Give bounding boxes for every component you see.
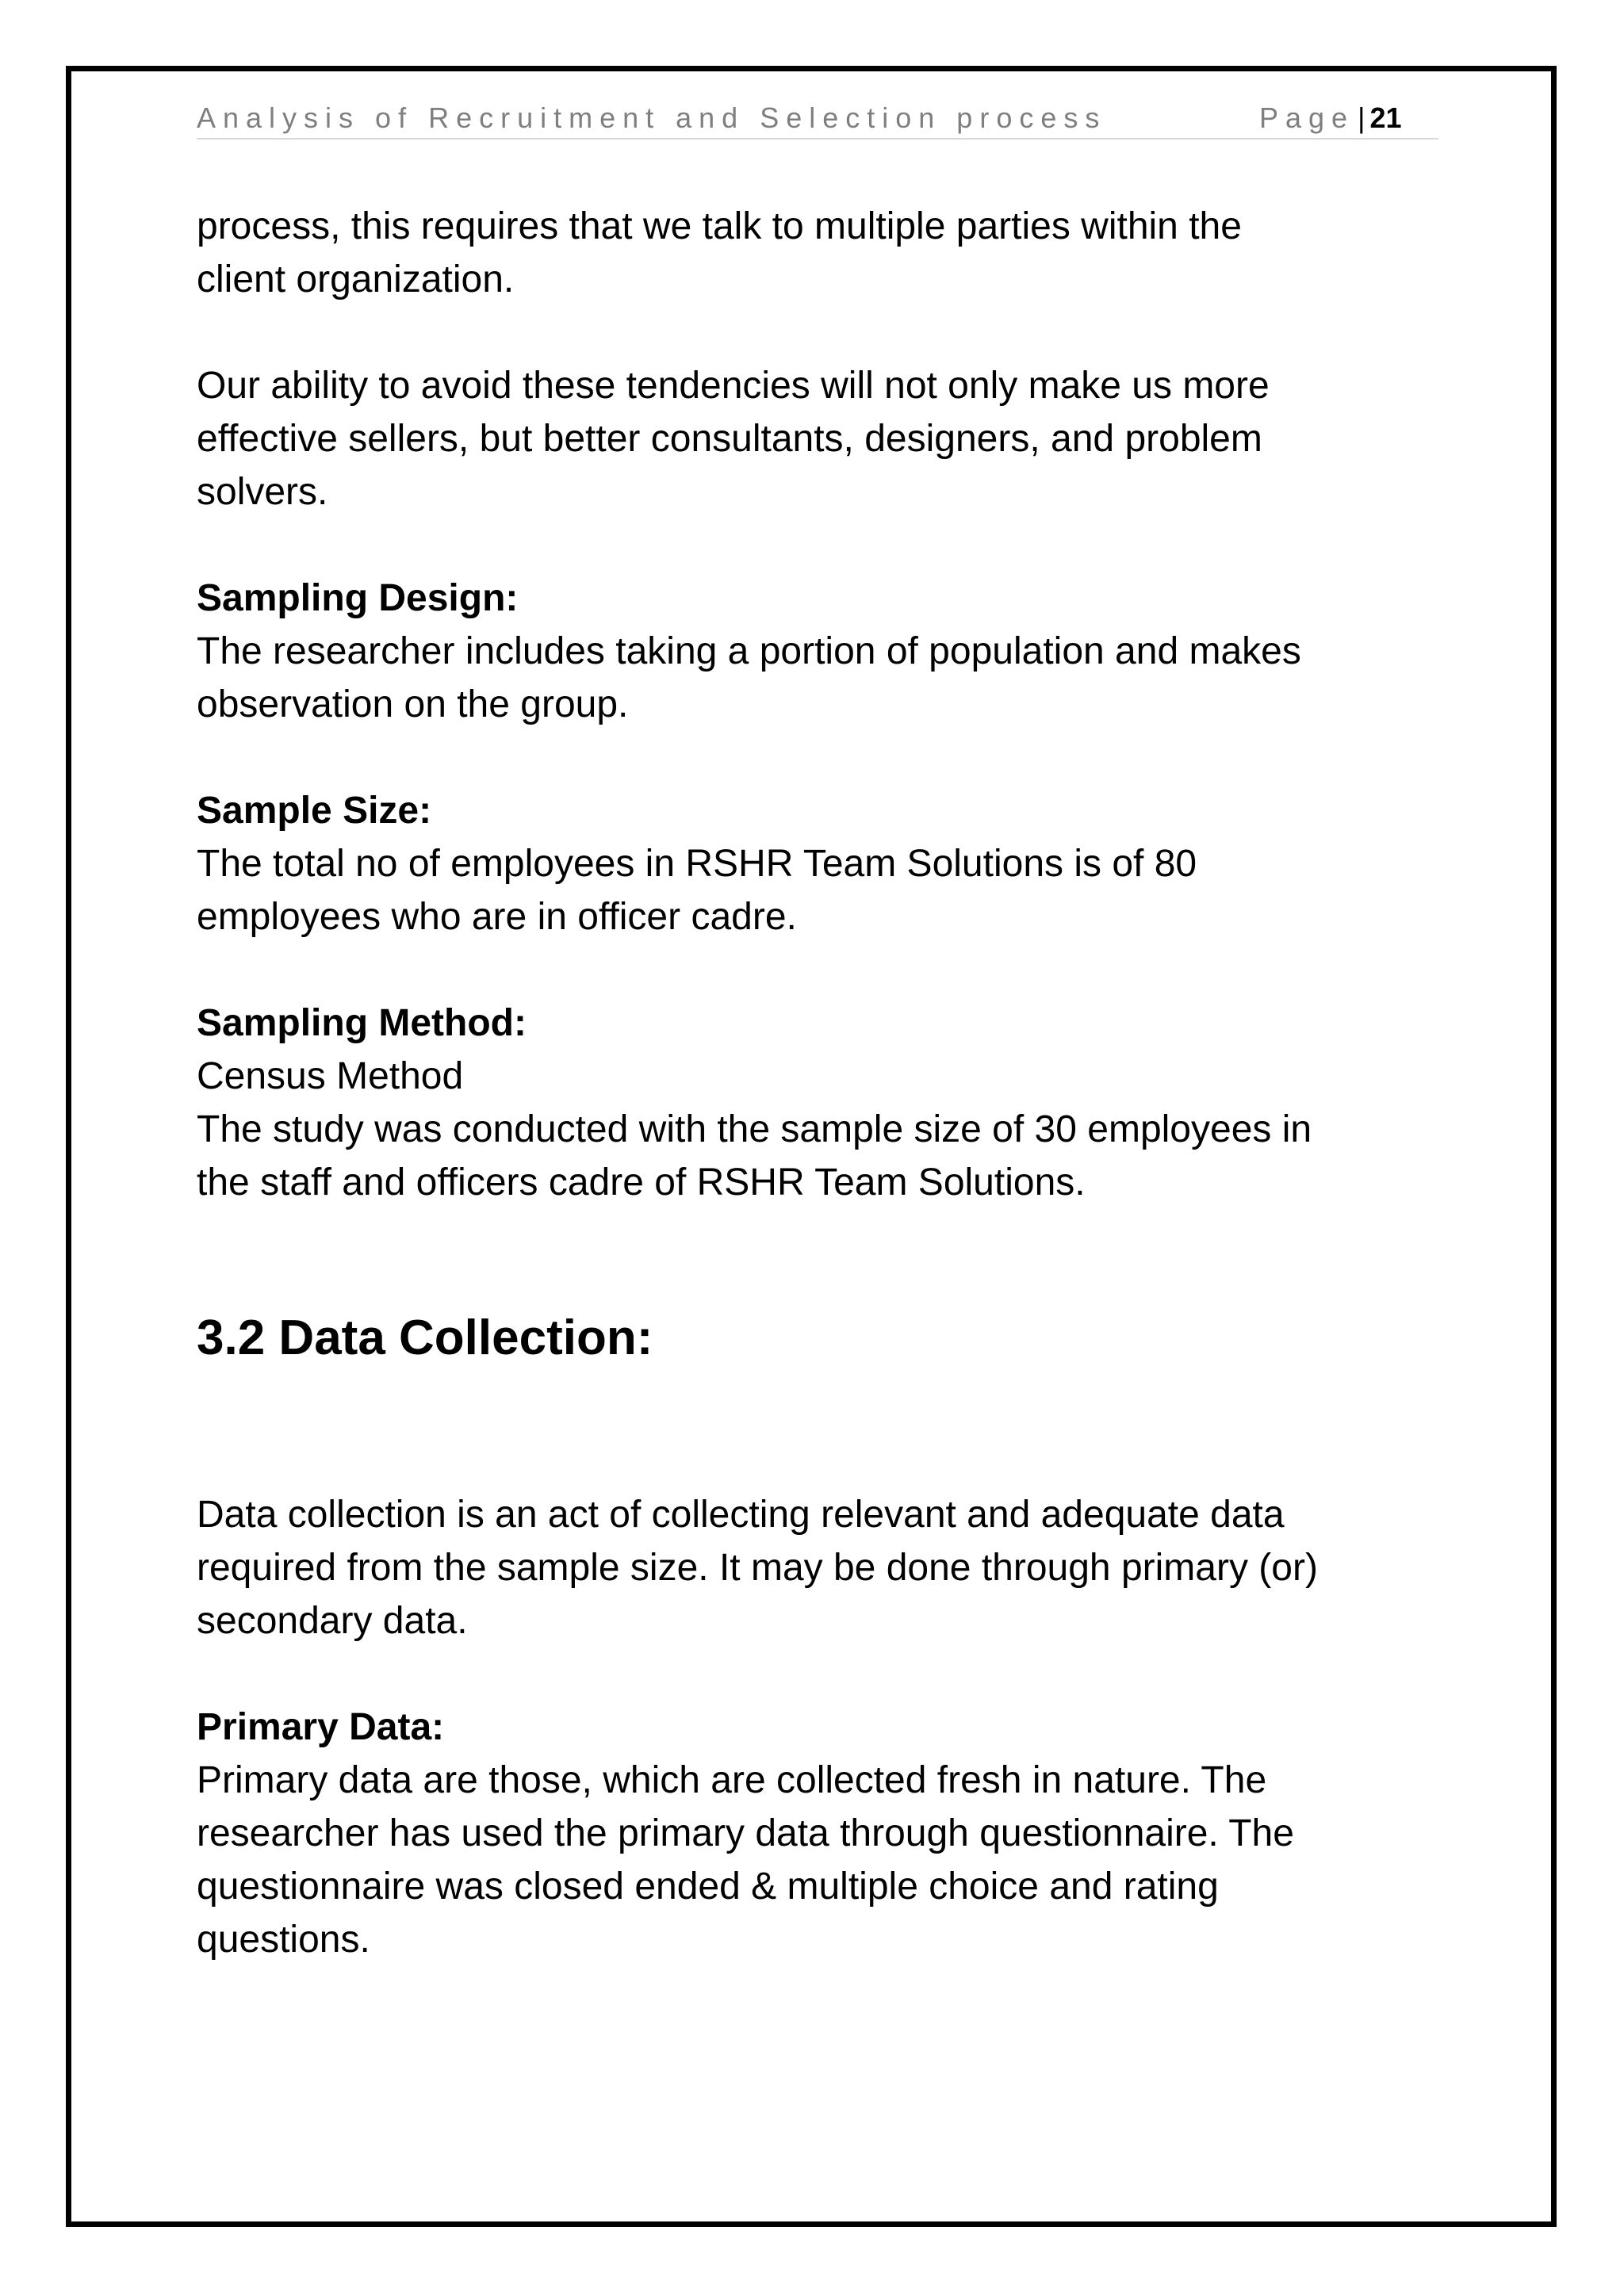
text-line: The study was conducted with the sample size of 30 employees in bbox=[197, 1108, 1312, 1150]
section-heading-data-collection: 3.2 Data Collection: bbox=[197, 1311, 653, 1365]
text-line: solvers. bbox=[197, 471, 328, 513]
sampling-design-heading: Sampling Design: bbox=[197, 577, 519, 619]
text-line: Primary data are those, which are collected fresh in nature. The bbox=[197, 1759, 1267, 1801]
header-page-label: Page bbox=[1259, 101, 1355, 134]
text-line: observation on the group. bbox=[197, 683, 629, 725]
sampling-design-section bbox=[197, 572, 1450, 731]
header-separator: | bbox=[1358, 101, 1365, 134]
text-line: secondary data. bbox=[197, 1600, 468, 1642]
document-body bbox=[197, 200, 1450, 1966]
sampling-method-heading: Sampling Method: bbox=[197, 1002, 527, 1044]
page-number: 21 bbox=[1369, 101, 1402, 134]
sample-size-heading: Sample Size: bbox=[197, 790, 432, 832]
primary-data-section bbox=[197, 1701, 1450, 1966]
text-line: the staff and officers cadre of RSHR Team Solutions. bbox=[197, 1161, 1086, 1203]
sampling-method-section bbox=[197, 997, 1450, 1209]
text-line: process, this requires that we talk to multiple parties within the bbox=[197, 205, 1242, 247]
text-line: researcher has used the primary data through questionnaire. The bbox=[197, 1812, 1294, 1854]
text-line: questions. bbox=[197, 1919, 370, 1961]
running-header bbox=[197, 97, 1438, 140]
sample-size-section bbox=[197, 784, 1450, 943]
data-collection-paragraph bbox=[197, 1488, 1450, 1647]
header-page-number bbox=[1259, 97, 1401, 140]
text-line: The total no of employees in RSHR Team Solutions is of 80 bbox=[197, 843, 1197, 885]
intro-paragraph-2 bbox=[197, 359, 1450, 519]
text-line: effective sellers, but better consultants, designers, and problem bbox=[197, 418, 1262, 460]
text-line: required from the sample size. It may be done through primary (or) bbox=[197, 1547, 1318, 1589]
text-line: employees who are in officer cadre. bbox=[197, 896, 797, 938]
text-line: Census Method bbox=[197, 1055, 464, 1097]
text-line: questionnaire was closed ended & multiple choice and rating bbox=[197, 1866, 1219, 1908]
primary-data-heading: Primary Data: bbox=[197, 1706, 445, 1748]
header-title: Analysis of Recruitment and Selection process bbox=[197, 101, 1107, 134]
text-line: Our ability to avoid these tendencies will not only make us more bbox=[197, 365, 1270, 407]
text-line: The researcher includes taking a portion of population and makes bbox=[197, 630, 1301, 672]
intro-paragraph-1 bbox=[197, 200, 1450, 306]
text-line: Data collection is an act of collecting relevant and adequate data bbox=[197, 1494, 1285, 1536]
text-line: client organization. bbox=[197, 258, 515, 300]
